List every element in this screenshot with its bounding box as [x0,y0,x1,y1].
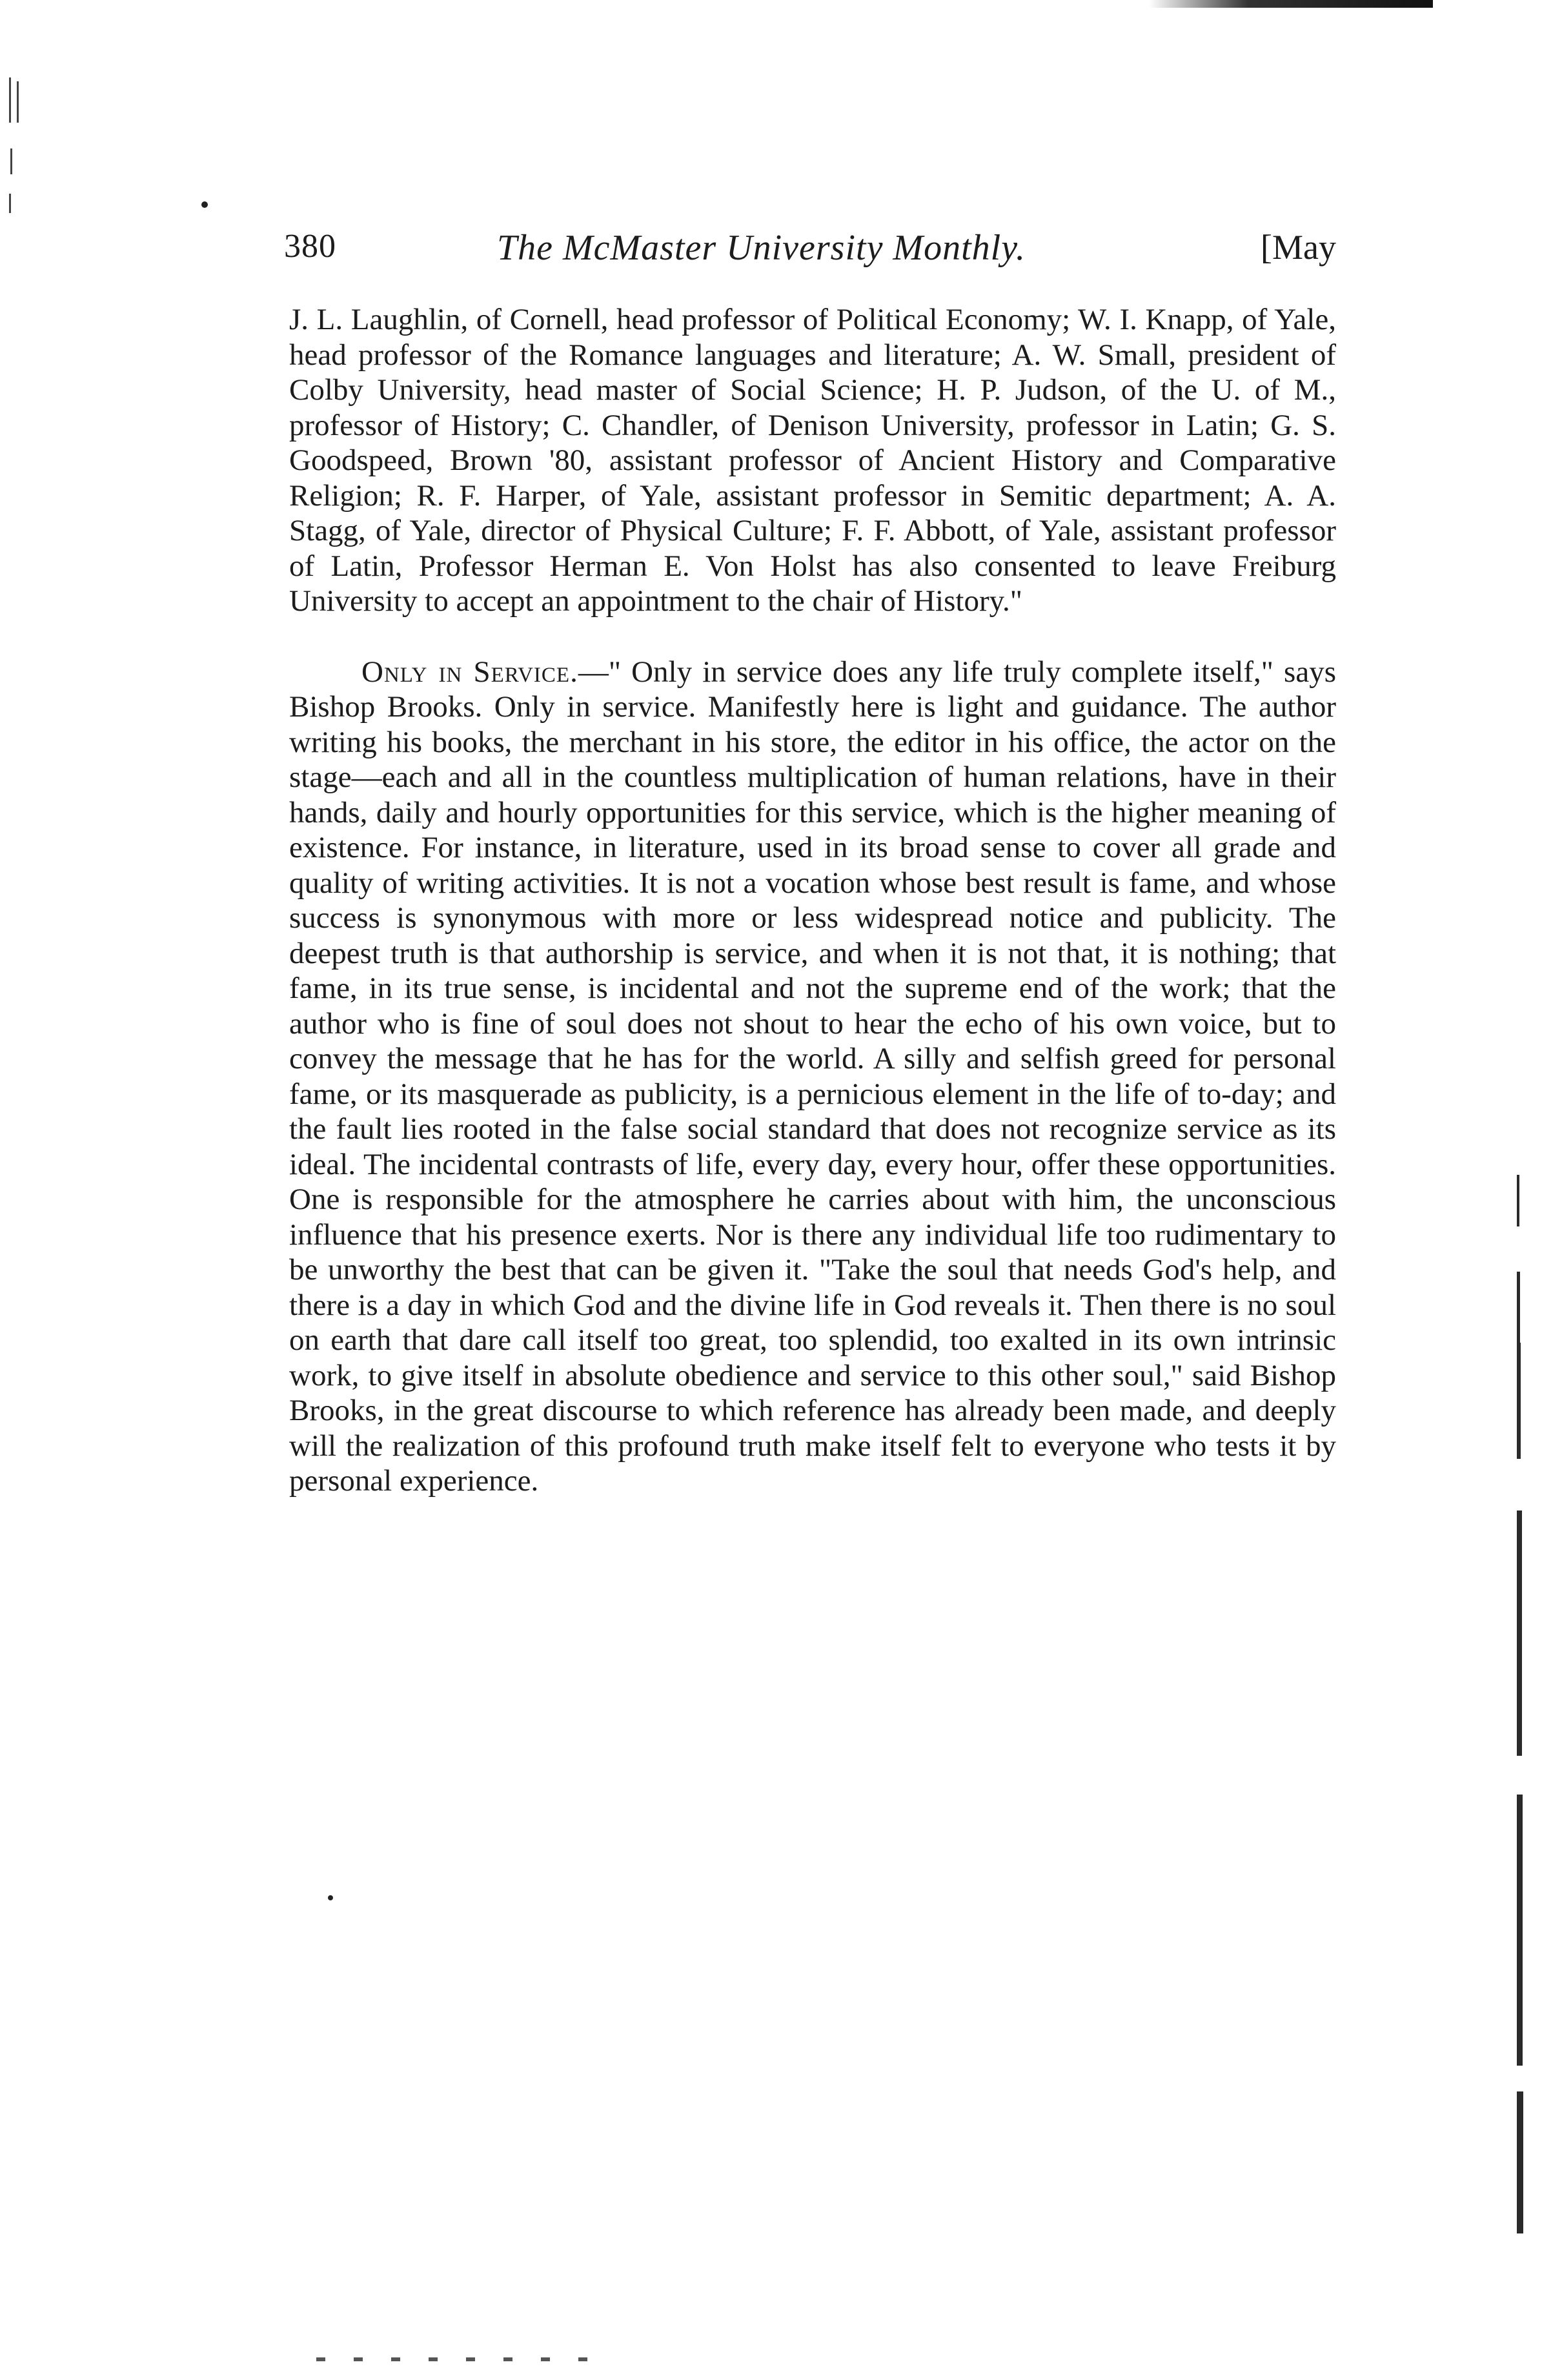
binding-shadow [1504,1175,1530,2240]
issue-month: [May [1261,228,1336,267]
scan-edge-mark [1149,0,1433,8]
page-number: 380 [284,228,336,265]
section-heading: Only in Service. [361,655,578,689]
scan-speck [328,1895,333,1900]
article-body [289,302,1336,1499]
scan-speck [201,201,208,208]
journal-title: The McMaster University Monthly. [497,228,1026,268]
paragraph [289,655,1336,1499]
scan-bottom-marks [316,2357,587,2361]
paragraph-text: —" Only in service does any life truly complete itself," says Bishop Brooks. Only in service. Manifestly here is light and guidance. The author writing his books, the merchant in his store, the editor in his office, the actor on the stage—each and all in the countless multiplication of human relations, have in their hands, daily and hourly opportunities for this service, which is the higher meaning of existence. For instance, in literature, used in its broad sense to cover all grade and quality of writing activities. It is not a vocation whose best result is fame, and whose success is synonymous with more or less widespread notice and publicity. The deepest truth is that authorship is service, and when it is not that, it is nothing; that fame, in its true sense, is incidental and not the supreme end of the work; that the author who is fine of soul does not shout to hear the echo of his own voice, but to convey the message that he has for the world. A silly and selfish greed for personal fame, or its masquerade as publicity, is a pernicious element in the life of to-day; and the fault lies rooted in the false social standard that does not recognize service as its ideal. The incidental contrasts of life, every day, every hour, offer these opportunities. One is responsible for the atmosphere he carries about with him, the unconscious influence that his presence exerts. Nor is there any individual life too rudimentary to be unworthy the best that can be given it. "Take the soul that needs God's help, and there is a day in which God and the divine life in God reveals it. Then there is no soul on earth that dare call itself too great, too splendid, too exalted in its own intrinsic work, to give itself in absolute obedience and service to this other soul," said Bishop Brooks, in the great discourse to which reference has already been made, and deeply will the realization of this profound truth make itself felt to everyone who tests it by personal experience. [289,655,1336,1498]
running-head [284,227,1336,279]
paragraph: J. L. Laughlin, of Cornell, head professor of Political Economy; W. I. Knapp, of Yale, head professor of the Romance languages and literature; A. W. Small, president of Colby University, head master of Social Science; H. P. Judson, of the U. of M., professor of History; C. Chandler, of Denison University, professor in Latin; G. S. Goodspeed, Brown '80, assistant professor of Ancient History and Comparative Religion; R. F. Harper, of Yale, assistant professor in Semitic department; A. A. Stagg, of Yale, director of Physical Culture; F. F. Abbott, of Yale, assistant professor of Latin, Professor Herman E. Von Holst has also consented to leave Freiburg University to accept an appointment to the chair of History." [289,303,1336,618]
scan-margin-marks [6,77,45,232]
